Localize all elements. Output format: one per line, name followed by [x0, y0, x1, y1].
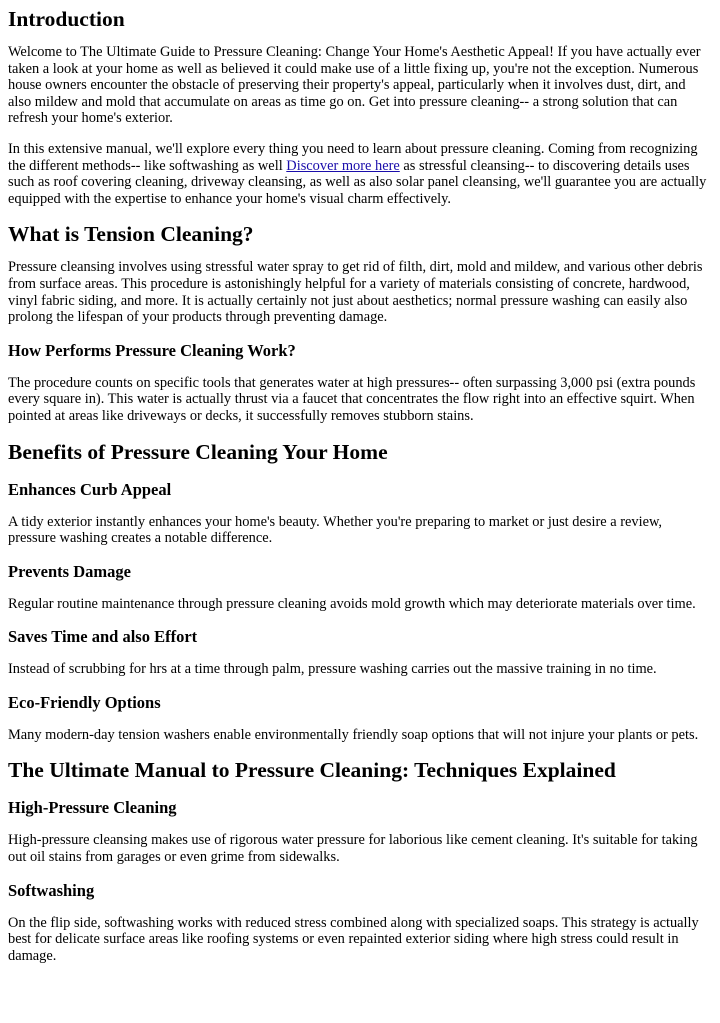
subheading-how-it-works: How Performs Pressure Cleaning Work?: [8, 340, 296, 360]
benefit-text: Instead of scrubbing for hrs at a time through palm, pressure washing carries out the massive training in no time.: [8, 661, 657, 678]
benefit-text: Regular routine maintenance through pressure cleaning avoids mold growth which may deteriorate materials over time.: [8, 595, 696, 612]
how-it-works-paragraph: The procedure counts on specific tools that generates water at high pressures-- often surpassing 3,000 psi (extra pounds every square in). This water is actually thrust via a faucet that concentrates the flow right into an effective squirt. When pointed at areas like driveways or decks, it successfully removes stubborn stains.: [8, 374, 696, 424]
section-heading-techniques: The Ultimate Manual to Pressure Cleaning: Techniques Explained: [8, 758, 616, 783]
benefit-title: Eco-Friendly Options: [8, 692, 161, 712]
benefit-text: Many modern-day tension washers enable environmentally friendly soap options that will not injure your plants or pets.: [8, 726, 699, 743]
section-heading-benefits: Benefits of Pressure Cleaning Your Home: [8, 439, 388, 464]
benefit-text: A tidy exterior instantly enhances your home's beauty. Whether you're preparing to market or just desire a review, pressure washing creates a notable difference.: [8, 513, 663, 547]
intro-paragraph: Welcome to The Ultimate Guide to Pressure Cleaning: Change Your Home's Aesthetic Appeal! If you have actually ever taken a look at your home as well as believed it could make use of a little fixing up, you're not the exception. Numerous house owners encounter the obstacle of preserving their property's appeal, particularly when it involves dust, dirt, and also mildew and mold that accumulate on areas as time go on. Get into pressure cleaning-- a strong solution that can refresh your home's exterior.: [8, 44, 701, 127]
intro-paragraph-with-link: [8, 141, 712, 207]
technique-text: On the flip side, softwashing works with reduced stress combined along with specialized soaps. This strategy is actually best for delicate surface areas like roofing systems or even repainted exterior siding where high stress could result in damage.: [8, 914, 699, 964]
technique-title: Softwashing: [8, 880, 95, 900]
intro-text-before-link: In this extensive manual, we'll explore every thing you need to learn about pressure cleaning. Coming from recognizing the different methods-- like softwashing as well: [8, 140, 698, 174]
benefit-title: Prevents Damage: [8, 561, 131, 581]
section-heading-what-is: What is Tension Cleaning?: [8, 222, 254, 247]
section-heading-introduction: Introduction: [8, 7, 125, 31]
what-is-paragraph: Pressure cleansing involves using stressful water spray to get rid of filth, dirt, mold and mildew, and various other debris from surface areas. This procedure is astonishingly helpful for a variety of materials consisting of concrete, hardwood, vinyl fabric siding, and more. It is actually certainly not just about aesthetics; normal pressure washing can easily also prolong the lifespan of your products through preventing damage.: [8, 259, 703, 326]
article: [0, 6, 720, 964]
benefit-title: Saves Time and also Effort: [8, 627, 198, 647]
technique-title: High-Pressure Cleaning: [8, 798, 177, 818]
technique-text: High-pressure cleansing makes use of rigorous water pressure for laborious like cement cleaning. It's suitable for taking out oil stains from garages or even grime from sidewalks.: [8, 832, 698, 866]
benefit-title: Enhances Curb Appeal: [8, 479, 172, 499]
intro-text-after-link: as stressful cleansing-- to discovering details uses such as roof covering cleaning, driveway cleansing, as well as also solar panel cleansing, we'll guarantee you are actually equipped with the expertise to enhance your home's visual charm effectively.: [8, 157, 707, 207]
discover-more-link[interactable]: Discover more here: [286, 157, 400, 174]
